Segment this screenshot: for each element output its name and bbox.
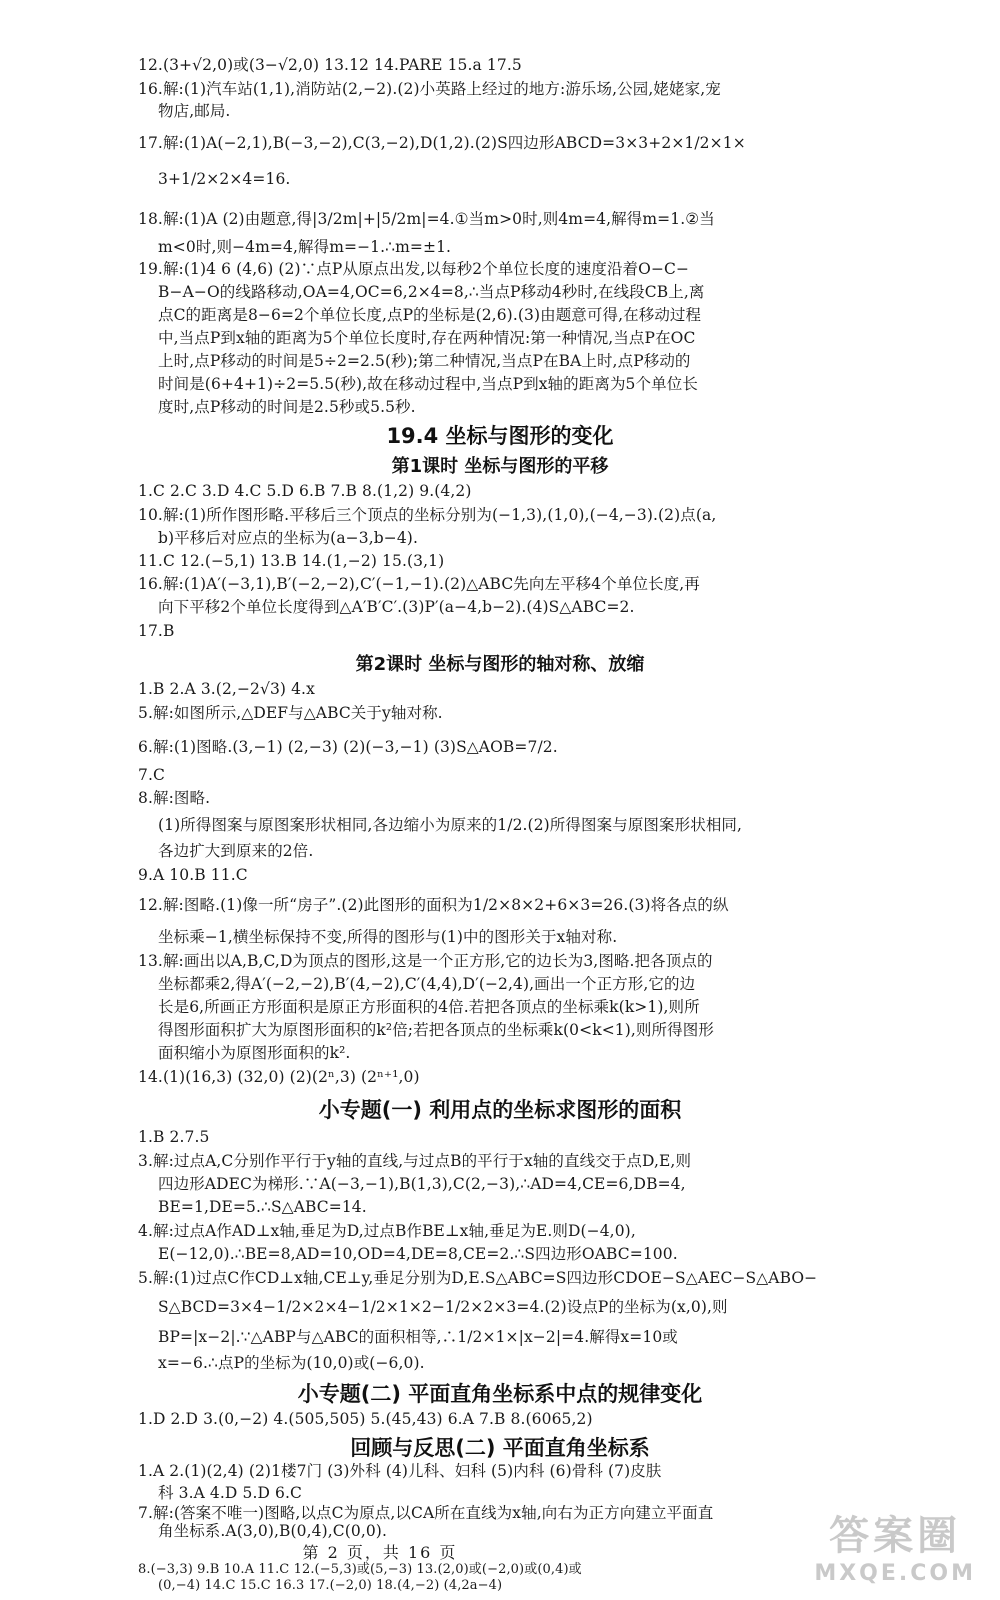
lesson-heading: 第2课时 坐标与图形的轴对称、放缩: [355, 654, 645, 675]
answer-line: 17.解:(1)A(−2,1),B(−3,−2),C(3,−2),D(1,2).(2)S四边形ABCD=3×3+2×1/2×1×: [138, 134, 746, 152]
answer-line: BP=|x−2|.∵△ABP与△ABC的面积相等,∴1/2×1×|x−2|=4.解得x=10或: [158, 1328, 678, 1346]
answer-line: 1.C 2.C 3.D 4.C 5.D 6.B 7.B 8.(1,2) 9.(4,2): [138, 482, 472, 500]
answer-line: 向下平移2个单位长度得到△A′B′C′.(3)P′(a−4,b−2).(4)S△ABC=2.: [158, 598, 635, 616]
answer-line: 物店,邮局.: [158, 102, 231, 120]
answer-line: 角坐标系.A(3,0),B(0,4),C(0,0).: [158, 1522, 387, 1540]
answer-line: 8.解:图略.: [138, 789, 211, 807]
lesson-heading: 第1课时 坐标与图形的平移: [391, 456, 609, 477]
answer-line: 时间是(6+4+1)÷2=5.5(秒),故在移动过程中,当点P到x轴的距离为5个单位长: [158, 375, 698, 393]
answer-line: 面积缩小为原图形面积的k².: [158, 1044, 351, 1062]
answer-line: 12.(3+√2,0)或(3−√2,0) 13.12 14.PARE 15.a 17.5: [138, 56, 522, 74]
topic-heading: 小专题(二) 平面直角坐标系中点的规律变化: [297, 1382, 703, 1406]
answer-line: 5.解:(1)过点C作CD⊥x轴,CE⊥y,垂足分别为D,E.S△ABC=S四边形CDOE−S△AEC−S△ABO−: [138, 1269, 818, 1287]
answer-line: 17.B: [138, 622, 175, 640]
watermark-url: MXQE.COM: [814, 1561, 976, 1586]
answer-line: S△BCD=3×4−1/2×2×4−1/2×1×2−1/2×2×3=4.(2)设点P的坐标为(x,0),则: [158, 1298, 728, 1316]
answer-line: 9.A 10.B 11.C: [138, 866, 248, 884]
watermark-logo: [814, 1504, 976, 1586]
answer-line: 19.解:(1)4 6 (4,6) (2)∵点P从原点出发,以每秒2个单位长度的速度沿着O−C−: [138, 260, 690, 278]
answer-line: 10.解:(1)所作图形略.平移后三个顶点的坐标分别为(−1,3),(1,0),(−4,−3).(2)点(a,: [138, 506, 717, 524]
answer-line: E(−12,0).∴BE=8,AD=10,OD=4,DE=8,CE=2.∴S四边形OABC=100.: [158, 1245, 678, 1263]
answer-line: 长是6,所画正方形面积是原正方形面积的4倍.若把各顶点的坐标乘k(k>1),则所: [158, 998, 700, 1016]
answer-line: 7.C: [138, 766, 165, 784]
answer-line: 1.B 2.7.5: [138, 1128, 210, 1146]
answer-line: B−A−O的线路移动,OA=4,OC=6,2×4=8,∴当点P移动4秒时,在线段CB上,离: [158, 283, 705, 301]
answer-line: x=−6.∴点P的坐标为(10,0)或(−6,0).: [158, 1354, 425, 1372]
answer-line: 度时,点P移动的时间是2.5秒或5.5秒.: [158, 398, 416, 416]
answer-line: 4.解:过点A作AD⊥x轴,垂足为D,过点B作BE⊥x轴,垂足为E.则D(−4,0),: [138, 1222, 636, 1240]
answer-line: 7.解:(答案不唯一)图略,以点C为原点,以CA所在直线为x轴,向右为正方向建立平面直: [138, 1504, 714, 1522]
answer-line: 坐标都乘2,得A′(−2,−2),B′(4,−2),C′(4,4),D′(−2,4),画出一个正方形,它的边: [158, 975, 696, 993]
page-footer: 第 2 页，共 16 页: [302, 1543, 458, 1562]
answer-line: m<0时,则−4m=4,解得m=−1.∴m=±1.: [158, 238, 452, 256]
answer-line: 中,当点P到x轴的距离为5个单位长度时,存在两种情况:第一种情况,当点P在OC: [158, 329, 696, 347]
answer-line: BE=1,DE=5.∴S△ABC=14.: [158, 1198, 367, 1216]
answer-line: 13.解:画出以A,B,C,D为顶点的图形,这是一个正方形,它的边长为3,图略.把各顶点的: [138, 952, 713, 970]
answer-line: 11.C 12.(−5,1) 13.B 14.(1,−2) 15.(3,1): [138, 552, 445, 570]
answer-line: 12.解:图略.(1)像一所“房子”.(2)此图形的面积为1/2×8×2+6×3=26.(3)将各点的纵: [138, 896, 729, 914]
answer-line: 16.解:(1)汽车站(1,1),消防站(2,−2).(2)小英路上经过的地方:游乐场,公园,姥姥家,宠: [138, 80, 721, 98]
answer-line: 科 3.A 4.D 5.D 6.C: [158, 1484, 302, 1502]
answer-line: 5.解:如图所示,△DEF与△ABC关于y轴对称.: [138, 704, 443, 722]
answer-line: 1.D 2.D 3.(0,−2) 4.(505,505) 5.(45,43) 6.A 7.B 8.(6065,2): [138, 1410, 593, 1428]
answer-line: 18.解:(1)A (2)由题意,得|3/2m|+|5/2m|=4.①当m>0时,则4m=4,解得m=1.②当: [138, 210, 715, 228]
answer-line: (1)所得图案与原图案形状相同,各边缩小为原来的1/2.(2)所得图案与原图案形状相同,: [158, 816, 743, 834]
answer-line: 坐标乘−1,横坐标保持不变,所得的图形与(1)中的图形关于x轴对称.: [158, 928, 618, 946]
answer-line: 四边形ADEC为梯形.∵A(−3,−1),B(1,3),C(2,−3),∴AD=4,CE=6,DB=4,: [158, 1175, 686, 1193]
answer-line: b)平移后对应点的坐标为(a−3,b−4).: [158, 529, 418, 547]
watermark-text: 答案圈: [829, 1513, 962, 1559]
answer-line: (0,−4) 14.C 15.C 16.3 17.(−2,0) 18.(4,−2) (4,2a−4): [158, 1578, 503, 1593]
answer-line: 1.B 2.A 3.(2,−2√3) 4.x: [138, 680, 315, 698]
answer-line: 各边扩大到原来的2倍.: [158, 842, 314, 860]
answer-line: 8.(−3,3) 9.B 10.A 11.C 12.(−5,3)或(5,−3) 13.(2,0)或(−2,0)或(0,4)或: [138, 1562, 582, 1577]
answer-line: 上时,点P移动的时间是5÷2=2.5(秒);第二种情况,当点P在BA上时,点P移动的: [158, 352, 691, 370]
topic-heading: 小专题(一) 利用点的坐标求图形的面积: [318, 1098, 682, 1122]
answer-line: 6.解:(1)图略.(3,−1) (2,−3) (2)(−3,−1) (3)S△AOB=7/2.: [138, 738, 558, 756]
answer-line: 1.A 2.(1)(2,4) (2)1楼7门 (3)外科 (4)儿科、妇科 (5)内科 (6)骨科 (7)皮肤: [138, 1462, 662, 1480]
section-heading: 19.4 坐标与图形的变化: [386, 424, 614, 448]
answer-line: 3.解:过点A,C分别作平行于y轴的直线,与过点B的平行于x轴的直线交于点D,E,则: [138, 1152, 692, 1170]
answer-line: 得图形面积扩大为原图形面积的k²倍;若把各顶点的坐标乘k(0<k<1),则所得图形: [158, 1021, 714, 1039]
answer-line: 16.解:(1)A′(−3,1),B′(−2,−2),C′(−1,−1).(2)△ABC先向左平移4个单位长度,再: [138, 575, 700, 593]
answer-line: 点C的距离是8−6=2个单位长度,点P的坐标是(2,6).(3)由题意可得,在移动过程: [158, 306, 702, 324]
answer-line: 3+1/2×2×4=16.: [158, 170, 291, 188]
answer-line: 14.(1)(16,3) (32,0) (2)(2ⁿ,3) (2ⁿ⁺¹,0): [138, 1068, 420, 1086]
review-heading: 回顾与反思(二) 平面直角坐标系: [350, 1436, 650, 1460]
